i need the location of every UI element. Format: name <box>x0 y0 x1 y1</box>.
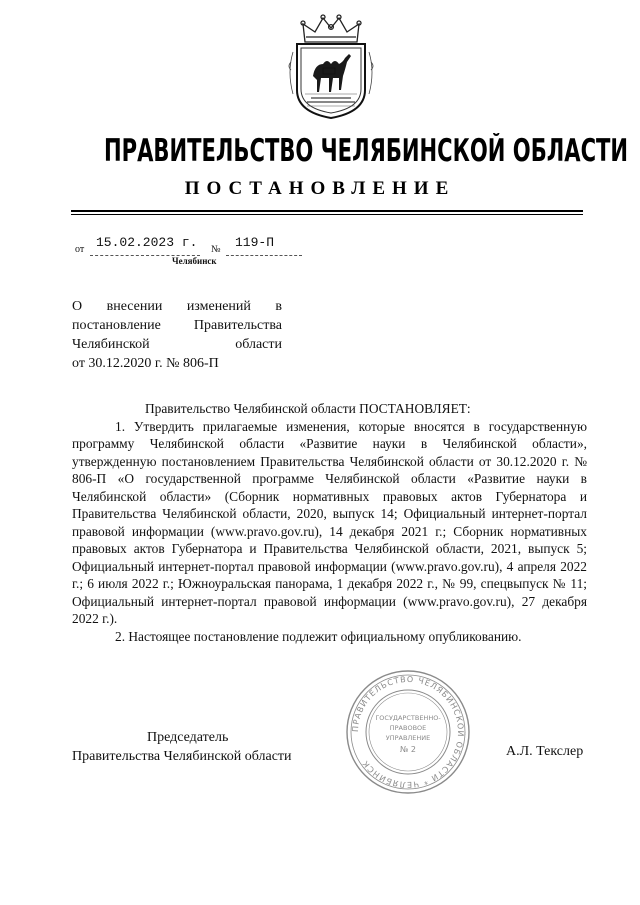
resolution-item-1: 1. Утвердить прилагаемые изменения, которые вносятся в государственную программу Челябинской области «Развитие науки в Челябинской области», утвержденную постановлением Правительства Челябинской области от 30.12.2020 г. № 806-П «О государственной программе Челябинской области «Развитие науки в Челябинской области» (Сборник нормативных правовых актов Губернатора и Правительства Челябинской области, 2020, выпуск 14; Официальный интернет-портал правовой информации (www.pravo.gov.ru), 14 декабря 2021 г.; Сборник нормативных правовых актов Губернатора и Правительства Челябинской области, 2021, выпуск 5; Официальный интернет-портал правовой информации (www.pravo.gov.ru), 4 апреля 2022 г.; 6 июля 2022 г.; Южноуральская панорама, 1 декабря 2022 г., № 99, спецвыпуск № 11; Официальный интернет-портал правовой информации (www.pravo.gov.ru), 27 декабря 2022 г.). <box>72 418 587 626</box>
subject-line: О внесении изменений в <box>72 299 282 314</box>
city-label: Челябинск <box>172 256 217 266</box>
number-prefix-label: № <box>211 244 221 255</box>
document-number: 119-П <box>235 235 275 250</box>
subject-line: от 30.12.2020 г. № 806-П <box>72 356 219 371</box>
document-type-title: ПОСТАНОВЛЕНИЕ <box>184 178 456 199</box>
seal-center-text: № 2 <box>400 745 416 754</box>
signatory-title <box>72 728 292 766</box>
seal-center-text: УПРАВЛЕНИЕ <box>385 734 431 742</box>
seal-center-text: ГОСУДАРСТВЕННО- <box>375 714 441 722</box>
date-prefix-label: от <box>75 244 85 255</box>
organization-title: ПРАВИТЕЛЬСТВО ЧЕЛЯБИНСКОЙ ОБЛАСТИ <box>104 133 629 169</box>
document-body <box>72 400 587 645</box>
signatory-name: А.Л. Текслер <box>506 744 584 759</box>
seal-ring-text: ПРАВИТЕЛЬСТВО ЧЕЛЯБИНСКОЙ ОБЛАСТИ * ЧЕЛЯБИНСК <box>350 674 466 790</box>
number-underline <box>226 255 302 256</box>
document-date: 15.02.2023 г. <box>96 235 198 250</box>
header-rule-thick <box>71 210 583 212</box>
resolution-lead: Правительство Челябинской области ПОСТАНОВЛЯЕТ: <box>145 401 471 416</box>
document-subject <box>72 297 282 373</box>
seal-center-text: ПРАВОВОЕ <box>389 724 427 732</box>
official-seal-icon <box>344 668 472 796</box>
signatory-title-line: Правительства Челябинской области <box>72 749 292 764</box>
subject-line: Челябинской области <box>72 337 282 352</box>
resolution-item-2: 2. Настоящее постановление подлежит официальному опубликованию. <box>115 628 522 644</box>
signatory-title-line: Председатель <box>147 730 229 745</box>
coat-of-arms-icon <box>283 12 379 122</box>
header-rule-thin <box>71 214 583 215</box>
subject-line: постановление Правительства <box>72 318 282 333</box>
